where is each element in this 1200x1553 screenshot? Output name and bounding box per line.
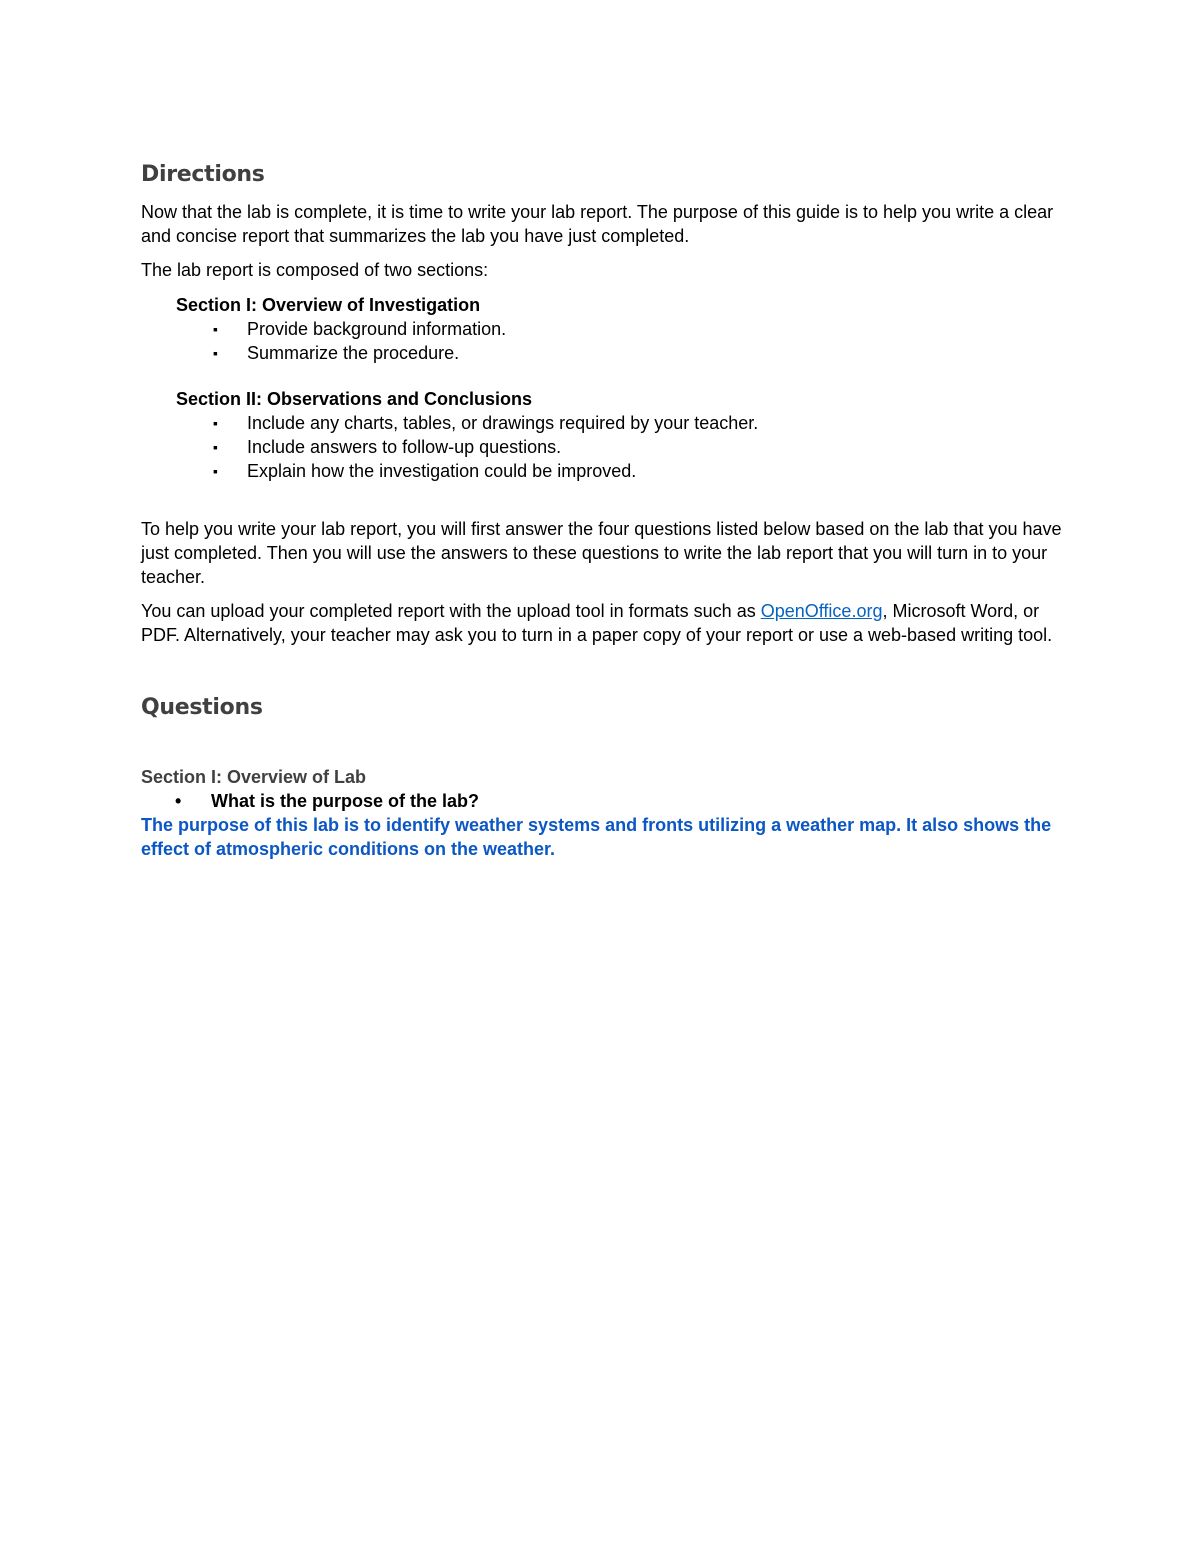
list-item-text: Include answers to follow-up questions. — [247, 437, 562, 457]
list-item-text: Provide background information. — [247, 319, 507, 339]
bullet-icon: • — [175, 791, 182, 811]
bullet-icon: ▪ — [213, 415, 218, 431]
section-1-list — [141, 317, 1066, 365]
section-2-block — [176, 387, 1066, 411]
answer-text: The purpose of this lab is to identify weather systems and fronts utilizing a weather map. It also shows the effect of atmospheric conditions on the weather. — [141, 815, 1052, 859]
document-content — [141, 160, 1066, 861]
list-item — [141, 411, 1066, 435]
list-item — [141, 459, 1066, 483]
section-2-title: Section II: Observations and Conclusions — [176, 389, 533, 409]
directions-paragraph-4 — [141, 599, 1066, 647]
list-item — [141, 435, 1066, 459]
directions-paragraph-3: To help you write your lab report, you will first answer the four questions listed below based on the lab that you have just completed. Then you will use the answers to these questions to write the lab report that you will turn in to your teacher. — [141, 519, 1062, 587]
directions-heading: Directions — [141, 162, 265, 187]
list-item — [141, 317, 1066, 341]
bullet-icon: ▪ — [213, 321, 218, 337]
section-1-title: Section I: Overview of Investigation — [176, 295, 481, 315]
directions-paragraph-1: Now that the lab is complete, it is time to write your lab report. The purpose of this guide is to help you write a clear and concise report that summarizes the lab you have just completed. — [141, 202, 1054, 246]
bullet-icon: ▪ — [213, 463, 218, 479]
bullet-icon: ▪ — [213, 439, 218, 455]
section-1-block — [176, 293, 1066, 317]
directions-paragraph-2: The lab report is composed of two sections: — [141, 260, 489, 280]
section-2-list — [141, 411, 1066, 483]
question-item — [141, 789, 1066, 813]
list-item-text: Include any charts, tables, or drawings required by your teacher. — [247, 413, 759, 433]
openoffice-link[interactable]: OpenOffice.org — [760, 601, 883, 621]
questions-heading: Questions — [141, 695, 263, 720]
question-text: What is the purpose of the lab? — [211, 791, 480, 811]
bullet-icon: ▪ — [213, 345, 218, 361]
list-item — [141, 341, 1066, 365]
paragraph-4-text-end: , Microsoft Word, or PDF. Alternatively, your teacher may ask you to turn in a paper copy of your report or use a web-based writing tool. — [141, 601, 1053, 645]
list-item-text: Explain how the investigation could be improved. — [247, 461, 637, 481]
paragraph-4-text-start: You can upload your completed report with the upload tool in formats such as — [141, 601, 761, 621]
list-item-text: Summarize the procedure. — [247, 343, 460, 363]
questions-section-1-title: Section I: Overview of Lab — [141, 767, 367, 787]
